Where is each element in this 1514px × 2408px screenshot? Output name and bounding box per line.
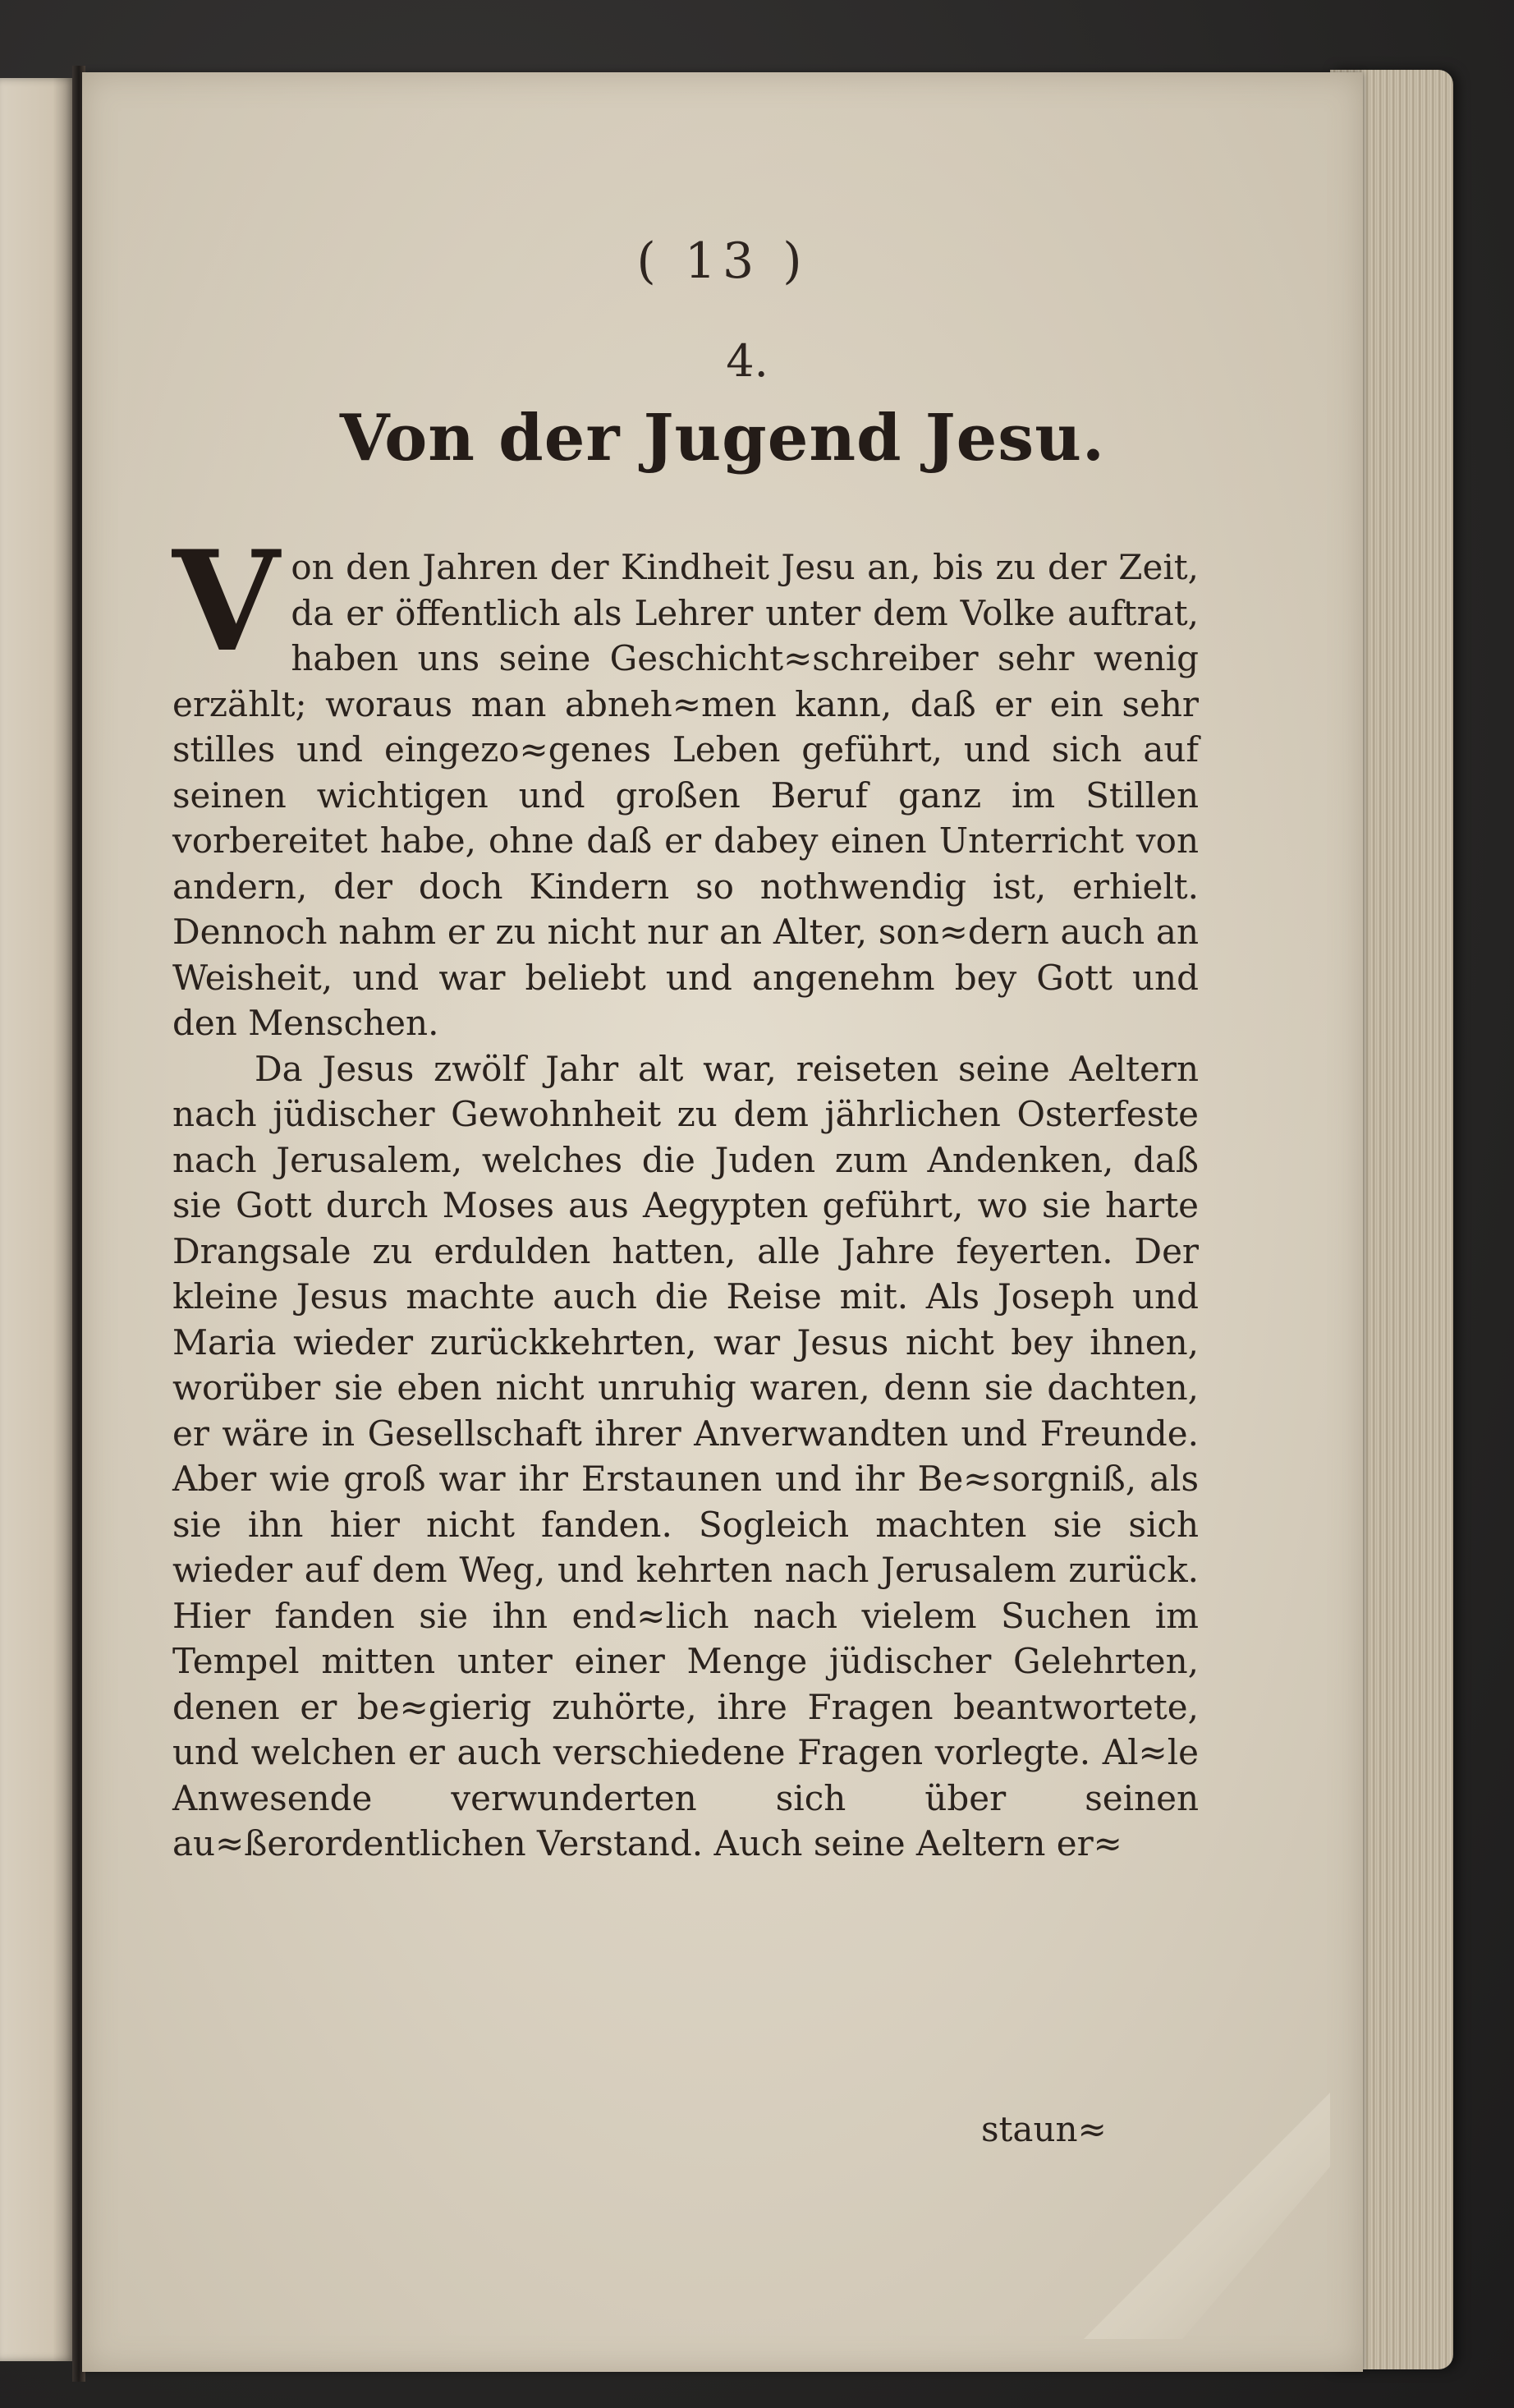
catchword: staun≈ xyxy=(981,2109,1107,2149)
paragraph-2: Da Jesus zwölf Jahr alt war, reiseten seine Aeltern nach jüdischer Gewohnheit zu dem jährlichen Osterfeste nach Jerusalem, welches die Juden zum Andenken, daß sie Gott durch Moses aus Aegypten geführt, wo sie harte Drangsale zu erdulden hatten, alle Jahre feyerten. Der kleine Jesus machte auch die Reise mit. Als Joseph und Maria wieder zurückkehrten, war Jesus nicht bey ihnen, worüber sie eben nicht unruhig waren, denn sie dachten, er wäre in Gesellschaft ihrer Anverwandten und Freunde. Aber wie groß war ihr Erstaunen und ihr Be≈sorgniß, als sie ihn hier nicht fanden. Sogleich machten sie sich wieder auf dem Weg, und kehrten nach Jerusalem zurück. Hier fanden sie ihn end≈lich nach vielem Suchen im Tempel mitten unter einer Menge jüdischer Gelehrten, denen er be≈gierig zuhörte, ihre Fragen beantwortete, und welchen er auch verschiedene Fragen vorlegte. Al≈le Anwesende verwunderten sich über seinen au≈ßerordentlichen Verstand. Auch seine Aeltern er≈ xyxy=(172,1048,1199,1863)
drop-cap: V xyxy=(172,520,280,682)
book-page xyxy=(82,72,1363,2372)
section-number: 4. xyxy=(726,335,768,387)
page-number: ( 13 ) xyxy=(636,232,809,290)
folded-corner xyxy=(1084,2093,1330,2339)
chapter-title: Von der Jugend Jesu. xyxy=(339,401,1106,476)
paragraph-1 xyxy=(172,520,1199,1046)
paragraph-1-text: on den Jahren der Kindheit Jesu an, bis zu der Zeit, da er öffentlich als Lehrer unter dem Volke auftrat, haben uns seine Geschicht≈schreiber sehr wenig erzählt; woraus man abneh≈men kann, daß er ein sehr stilles und eingezo≈genes Leben geführt, und sich auf seinen wichtigen und großen Beruf ganz im Stillen vorbereitet habe, ohne daß er dabey einen Unterricht von andern, der doch Kindern so nothwendig ist, erhielt. Dennoch nahm er zu nicht nur an Alter, son≈dern auch an Weisheit, und war beliebt und angenehm bey Gott und den Menschen. xyxy=(172,547,1199,1043)
body-text xyxy=(172,520,1199,1867)
left-page-edge xyxy=(0,78,76,2361)
